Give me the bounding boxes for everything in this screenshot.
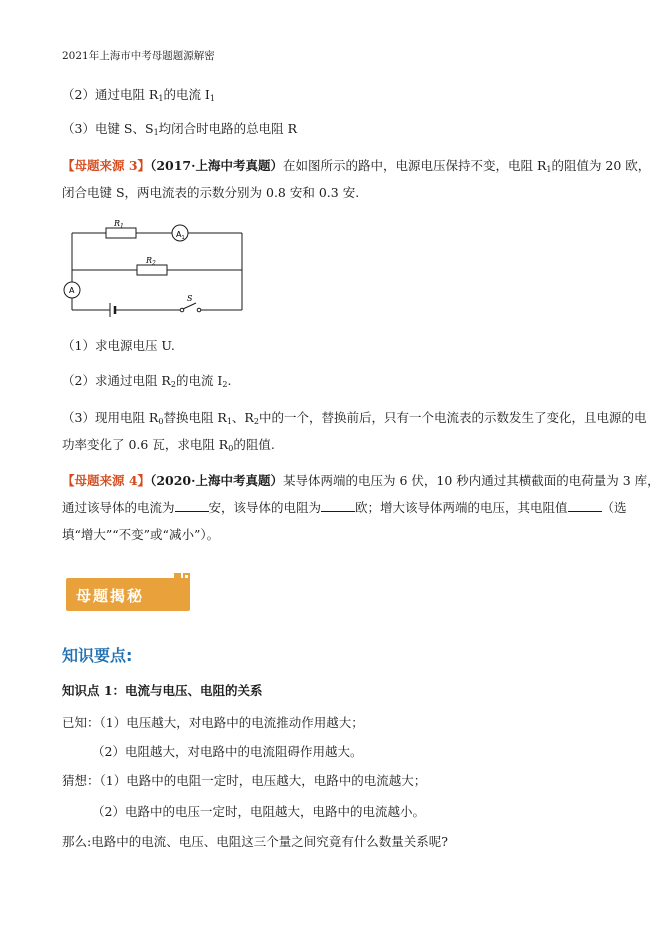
section-banner: [66, 573, 196, 613]
label-r2: $R_2$: [146, 256, 156, 267]
label-s: S: [187, 294, 193, 303]
guess-1: 猜想：（1）电路中的电阻一定时，电压越大，电路中的电流越大；: [62, 773, 427, 788]
label-r1: $R_1$: [114, 219, 124, 230]
question-part-3: （3）电键 S、$S_1$均闭合时电路的总电阻 R: [62, 121, 298, 137]
source-3-q2: （2）求通过电阻 $R_2$的电流 $I_2$.: [62, 373, 232, 389]
answer-blank-resistance: [321, 499, 355, 512]
source-4-intro: 【母题来源 4】（2020·上海中考真题）某导体两端的电压为 6 伏，10 秒内通过其横截面的电荷量为 3 库，: [62, 473, 660, 488]
source-4-year: （2020·上海中考真题）: [150, 473, 283, 488]
source-3-intro: 【母题来源 3】（2017·上海中考真题）在如图所示的路中，电源电压保持不变，电阻 $R_1$的阻值为 20 欧，: [62, 158, 651, 174]
banner-decoration-icon: [174, 573, 181, 580]
switch-lever: [183, 303, 196, 309]
guess-2: （2）电路中的电压一定时，电阻越大，电路中的电流越小。: [92, 804, 425, 819]
label-a1: $A_1$: [176, 230, 185, 241]
source-4-line3: 填“增大”“不变”或“减小”）。: [62, 527, 220, 542]
source-3-q1: （1）求电源电压 U.: [62, 338, 175, 353]
question-part-2: （2）通过电阻 $R_1$的电流 $I_1$: [62, 87, 215, 103]
banner-label: 母题揭秘: [76, 587, 145, 605]
banner-decoration-icon: [183, 573, 190, 580]
source-4-tag: 【母题来源 4】: [62, 473, 151, 488]
knowledge-question: 那么:电路中的电流、电压、电阻这三个量之间究竟有什么数量关系呢?: [62, 834, 448, 849]
page-header: 2021年上海市中考母题题源解密: [62, 50, 215, 62]
source-4-line2: 通过该导体的电流为 安，该导体的电阻为 欧；增大该导体两端的电压，其电阻值 （选: [62, 500, 627, 515]
label-a: A: [69, 286, 75, 295]
switch-terminal: [197, 308, 201, 312]
knowledge-title: 知识要点:: [62, 646, 133, 665]
banner-decoration-icon: [183, 582, 190, 589]
source-3-q3: （3）现用电阻 $R_0$替换电阻 $R_1$、$R_2$中的一个，替换前后，只有一个电流表的示数发生了变化，且电源的电: [62, 410, 647, 426]
source-3-tag: 【母题来源 3】: [62, 158, 151, 173]
banner-decoration-icon: [174, 591, 181, 598]
source-3-year: （2017·上海中考真题）: [150, 158, 283, 173]
source-3-q3-line2: 功率变化了 0.6 瓦，求电阻 $R_0$的阻值.: [62, 437, 275, 453]
knowledge-point-1: 知识点 1：电流与电压、电阻的关系: [62, 683, 263, 698]
known-2: （2）电阻越大，对电路中的电流阻碍作用越大。: [92, 744, 363, 759]
answer-blank-change: [568, 499, 602, 512]
answer-blank-current: [175, 499, 209, 512]
source-3-line2: 闭合电键 S，两电流表的示数分别为 0.8 安和 0.3 安.: [62, 185, 360, 200]
circuit-diagram: [62, 216, 247, 318]
known-1: 已知：（1）电压越大，对电路中的电流推动作用越大；: [62, 715, 364, 730]
